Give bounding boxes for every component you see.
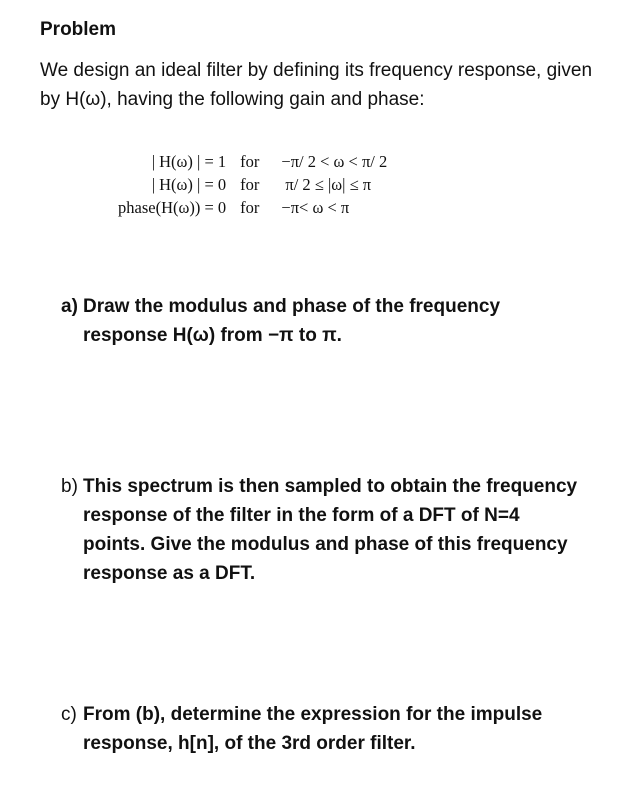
equation-row — [118, 173, 387, 196]
equation-lhs: | H(ω) | = 0 — [151, 175, 227, 194]
question-marker: b) — [61, 476, 78, 497]
problem-title: Problem — [40, 19, 117, 40]
equation-row — [118, 150, 387, 173]
question-marker: a) — [61, 296, 78, 317]
question-text: This spectrum is then sampled to obtain the frequency response of the filter in the form of a DFT of N=4 points. Give the modulus and phase of this frequency response as a DFT. — [83, 476, 578, 584]
equation-row — [118, 196, 387, 219]
equation-lhs: | H(ω) | = 1 — [151, 152, 227, 171]
question-text: Draw the modulus and phase of the frequency response H(ω) from −π to π. — [83, 296, 501, 346]
equation-for: for — [240, 198, 260, 217]
equation-for: for — [240, 152, 260, 171]
filter-definition-equations — [118, 150, 387, 219]
equation-lhs: phase(H(ω)) = 0 — [118, 198, 227, 217]
problem-intro: We design an ideal filter by defining its frequency response, given by H(ω), having the following gain and phase: — [40, 60, 593, 110]
equation-condition: π/ 2 ≤ |ω| ≤ π — [285, 175, 372, 194]
question-b — [61, 472, 581, 588]
question-c — [61, 700, 581, 758]
question-a — [61, 292, 561, 350]
equation-condition: −π/ 2 < ω < π/ 2 — [281, 152, 388, 171]
question-marker: c) — [61, 704, 77, 725]
question-text: From (b), determine the expression for the impulse response, h[n], of the 3rd order filter. — [83, 704, 543, 754]
equation-condition: −π< ω < π — [281, 198, 350, 217]
equation-for: for — [240, 175, 260, 194]
